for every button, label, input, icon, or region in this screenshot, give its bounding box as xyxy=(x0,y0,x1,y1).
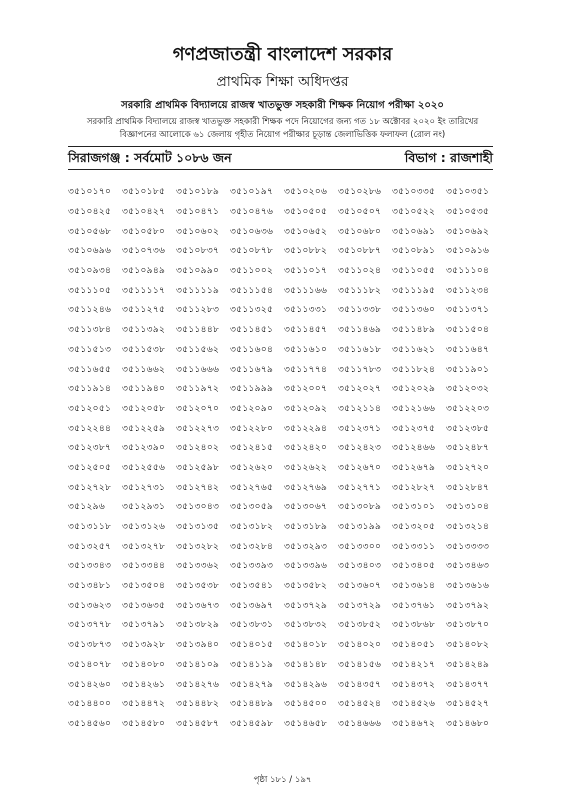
roll-number-grid xyxy=(68,182,500,733)
roll-number: ৩৫১৪২৭৬ xyxy=(176,678,220,690)
roll-number: ৩৫১৩৯২৮ xyxy=(122,639,166,651)
roll-number: ৩৫১৩৩৪৪ xyxy=(122,560,166,572)
division-label: বিভাগ : রাজশাহী xyxy=(404,150,493,165)
roll-number: ৩৫১১৫৩৮ xyxy=(122,343,166,355)
notice-line-2: বিজ্ঞাপনের আলোকে ৬১ জেলায় গৃহীত নিয়োগ পরীক্ষার চূড়ান্ত জেলাভিত্তিক ফলাফল (রোল নং) xyxy=(119,130,446,140)
roll-row xyxy=(68,221,500,241)
roll-number: ৩৫১০১৮৫ xyxy=(122,186,166,198)
roll-row xyxy=(68,477,500,497)
roll-number: ৩৫১৩১৯৯ xyxy=(338,521,382,533)
roll-row xyxy=(68,182,500,202)
roll-number: ৩৫১০৮৯১ xyxy=(392,245,436,257)
roll-number: ৩৫১২০৭০ xyxy=(176,402,220,414)
roll-row xyxy=(68,359,500,379)
roll-number: ৩৫১৩০৫৯ xyxy=(230,501,274,513)
roll-number: ৩৫১১১১৭ xyxy=(122,284,166,296)
roll-number: ৩৫১৩৬১৪ xyxy=(392,580,436,592)
roll-row xyxy=(68,300,500,320)
roll-number: ৩৫১১৯১৪ xyxy=(68,383,112,395)
roll-number: ৩৫১২৩৯০ xyxy=(122,442,166,454)
roll-number: ৩৫১০৭৩৬ xyxy=(122,245,166,257)
roll-number: ৩৫১২৮৪৭ xyxy=(446,481,490,493)
roll-number: ৩৫১০৫২২ xyxy=(392,206,436,218)
roll-number: ৩৫১১৪৫১ xyxy=(230,324,274,336)
roll-number: ৩৫১১৯৯৯ xyxy=(230,383,274,395)
roll-number: ৩৫১৩৮৩২ xyxy=(284,619,328,631)
page-number: পৃষ্ঠা ১৮১ / ১৯৭ xyxy=(253,775,312,785)
roll-number: ৩৫১১৯৭২ xyxy=(176,383,220,395)
roll-number: ৩৫১৪০৮০ xyxy=(122,658,166,670)
roll-number: ৩৫১৪৩৭২ xyxy=(392,678,436,690)
roll-number: ৩৫১১৩৬০ xyxy=(392,304,436,316)
roll-number: ৩৫১৩৭৯২ xyxy=(446,599,490,611)
roll-number: ৩৫১২৪১৫ xyxy=(230,442,274,454)
roll-number: ৩৫১০৫০৭ xyxy=(338,206,382,218)
roll-number: ৩৫১১৫১৩ xyxy=(68,343,112,355)
roll-number: ৩৫১৩৮৭০ xyxy=(446,619,490,631)
roll-number: ৩৫১১৬১৮ xyxy=(338,343,382,355)
roll-number: ৩৫১২০৩২ xyxy=(446,383,490,395)
roll-number: ৩৫১৪০১৮ xyxy=(284,639,328,651)
roll-number: ৩৫১৩৩০০ xyxy=(338,540,382,552)
roll-row xyxy=(68,576,500,596)
roll-number: ৩৫১৩১৮৯ xyxy=(284,521,328,533)
roll-number: ৩৫১৪০৫১ xyxy=(392,639,436,651)
roll-number: ৩৫১৩৪৮১ xyxy=(68,580,112,592)
roll-number: ৩৫১১৩৭১ xyxy=(446,304,490,316)
roll-number: ৩৫১৪২৬১ xyxy=(122,678,166,690)
roll-number: ৩৫১১২৪৬ xyxy=(68,304,112,316)
roll-number: ৩৫১৪১১৯ xyxy=(230,658,274,670)
roll-number: ৩৫১৩৪০৫ xyxy=(392,560,436,572)
roll-number: ৩৫১২৯৬ xyxy=(68,501,106,513)
roll-number: ৩৫১১০১৭ xyxy=(284,265,328,277)
roll-number: ৩৫১৪০১৫ xyxy=(230,639,274,651)
roll-number: ৩৫১৩৬৯৭ xyxy=(230,599,274,611)
roll-number: ৩৫১১৬৬৬ xyxy=(176,363,220,375)
roll-number: ৩৫১২৭৪২ xyxy=(176,481,220,493)
roll-number: ৩৫১৩৩৯৩ xyxy=(230,560,274,572)
roll-number: ৩৫১২০২৭ xyxy=(338,383,382,395)
roll-number: ৩৫১২৫৫৬ xyxy=(122,461,166,473)
roll-number: ৩৫১১১৮২ xyxy=(338,284,382,296)
roll-number: ৩৫১০৯৪৯ xyxy=(122,265,166,277)
roll-number: ৩৫১৪৫২৭ xyxy=(446,698,490,710)
roll-row xyxy=(68,241,500,261)
roll-number: ৩৫১২২৮০ xyxy=(230,422,274,434)
roll-number: ৩৫১০৮৩৭ xyxy=(176,245,220,257)
roll-number: ৩৫১০৮৭৮ xyxy=(230,245,274,257)
roll-number: ৩৫১৪২৬০ xyxy=(68,678,112,690)
roll-number: ৩৫১৪৬৮০ xyxy=(446,717,490,729)
roll-number: ৩৫১৩৭৭৮ xyxy=(68,619,112,631)
roll-row xyxy=(68,517,500,537)
roll-row xyxy=(68,595,500,615)
government-title: গণপ্রজাতন্ত্রী বাংলাদেশ সরকার xyxy=(172,44,393,65)
roll-row xyxy=(68,536,500,556)
roll-number: ৩৫১৩৫৮২ xyxy=(284,580,328,592)
roll-number: ৩৫১৩৩১১ xyxy=(392,540,436,552)
roll-number: ৩৫১০৯৯০ xyxy=(176,265,220,277)
roll-number: ৩৫১২৬৭৯ xyxy=(392,461,436,473)
roll-number: ৩৫১০৯১৬ xyxy=(446,245,490,257)
roll-number: ৩৫১৩২৫৭ xyxy=(68,540,112,552)
roll-number: ৩৫১১২৮৩ xyxy=(176,304,220,316)
roll-number: ৩৫১৪৪৭২ xyxy=(122,698,166,710)
roll-number: ৩৫১৩৭৯১ xyxy=(122,619,166,631)
roll-number: ৩৫১১৯৪০ xyxy=(122,383,166,395)
roll-number: ৩৫১২৫৯৮ xyxy=(176,461,220,473)
roll-number: ৩৫১০৫৮০ xyxy=(122,225,166,237)
roll-number: ৩৫১১৬২১ xyxy=(392,343,436,355)
roll-number: ৩৫১৪৬৫৮ xyxy=(284,717,328,729)
roll-number: ৩৫১৪১৪৮ xyxy=(284,658,328,670)
roll-number: ৩৫১৩২৯৩ xyxy=(284,540,328,552)
roll-number: ৩৫১২২৫৯ xyxy=(122,422,166,434)
roll-number: ৩৫১৩৫৪১ xyxy=(230,580,274,592)
roll-number: ৩৫১২২৯৪ xyxy=(284,422,328,434)
roll-number: ৩৫১০৪৭৬ xyxy=(230,206,274,218)
roll-number: ৩৫১২০০৭ xyxy=(284,383,328,395)
roll-row xyxy=(68,261,500,281)
roll-number: ৩৫১২২৪৪ xyxy=(68,422,112,434)
roll-number: ৩৫১২৭২৮ xyxy=(68,481,112,493)
roll-number: ৩৫১৪২৭৯ xyxy=(230,678,274,690)
roll-row xyxy=(68,379,500,399)
roll-number: ৩৫১৪০৭৮ xyxy=(68,658,112,670)
roll-row xyxy=(68,458,500,478)
roll-number: ৩৫১১৬৭৯ xyxy=(230,363,274,375)
roll-number: ৩৫১২৪২৩ xyxy=(338,442,382,454)
roll-number: ৩৫১৪৪৮৯ xyxy=(230,698,274,710)
roll-number: ৩৫১২১১৪ xyxy=(338,402,382,414)
roll-number: ৩৫১২৫০৫ xyxy=(68,461,112,473)
roll-number: ৩৫১০৫৬৮ xyxy=(68,225,112,237)
roll-number: ৩৫১৪৬৭২ xyxy=(392,717,436,729)
roll-number: ৩৫১২৩৮৭ xyxy=(68,442,112,454)
roll-number: ৩৫১২৭২০ xyxy=(446,461,490,473)
roll-number: ৩৫১১০০২ xyxy=(230,265,274,277)
roll-number: ৩৫১৩৩৪৩ xyxy=(68,560,112,572)
roll-number: ৩৫১৪৪০০ xyxy=(68,698,112,710)
roll-number: ৩৫১৪৫৮৭ xyxy=(176,717,220,729)
roll-row xyxy=(68,438,500,458)
notice-line-1: সরকারি প্রাথমিক বিদ্যালয়ে রাজস্ব খাতভুক্ত সহকারী শিক্ষক পদে নিয়োগের জন্য গত ১৮ অক্টোবর ২০২০ ইং তারিখের xyxy=(86,117,479,127)
roll-number: ৩৫১২৯৩১ xyxy=(122,501,166,513)
roll-number: ৩৫১৩৬১৬ xyxy=(446,580,490,592)
roll-number: ৩৫১১২৭৫ xyxy=(122,304,166,316)
roll-number: ৩৫১২০৯০ xyxy=(230,402,274,414)
roll-number: ৩৫১২৭৭১ xyxy=(338,481,382,493)
roll-number: ৩৫১৩১০১ xyxy=(392,501,436,513)
roll-row xyxy=(68,714,500,734)
roll-number: ৩৫১৩৭২৯ xyxy=(284,599,328,611)
roll-number: ৩৫১০৬৫২ xyxy=(284,225,328,237)
roll-number: ৩৫১০৬৯১ xyxy=(392,225,436,237)
roll-number: ৩৫১২০৯২ xyxy=(284,402,328,414)
roll-number: ৩৫১০৩৫১ xyxy=(446,186,490,198)
roll-number: ৩৫১১৩৮৪ xyxy=(68,324,112,336)
roll-number: ৩৫১১৬১০ xyxy=(284,343,328,355)
roll-number: ৩৫১২৪২০ xyxy=(284,442,328,454)
roll-number: ৩৫১২৬২২ xyxy=(284,461,328,473)
roll-number: ৩৫১৪১৫৬ xyxy=(338,658,382,670)
roll-number: ৩৫১১৩৯২ xyxy=(122,324,166,336)
roll-number: ৩৫১৩১৮২ xyxy=(230,521,274,533)
roll-row xyxy=(68,655,500,675)
roll-number: ৩৫১৩১০৪ xyxy=(446,501,490,513)
roll-number: ৩৫১২৪৮৭ xyxy=(446,442,490,454)
roll-number: ৩৫১১৩২৫ xyxy=(230,304,274,316)
roll-number: ৩৫১১৩৩১ xyxy=(284,304,328,316)
roll-number: ৩৫১৩৮৫২ xyxy=(338,619,382,631)
roll-row xyxy=(68,280,500,300)
roll-number: ৩৫১১১১৯ xyxy=(176,284,220,296)
roll-number: ৩৫১৩৫০৪ xyxy=(122,580,166,592)
roll-number: ৩৫১৩৬৭৩ xyxy=(176,599,220,611)
roll-number: ৩৫১৩০৮৯ xyxy=(338,501,382,513)
roll-number: ৩৫১০৬৯৬ xyxy=(68,245,112,257)
roll-row xyxy=(68,320,500,340)
roll-number: ৩৫১১০২৪ xyxy=(338,265,382,277)
roll-number: ৩৫১১৪৮৯ xyxy=(392,324,436,336)
roll-number: ৩৫১১০৫৫ xyxy=(392,265,436,277)
roll-number: ৩৫১০৫০৫ xyxy=(284,206,328,218)
roll-number: ৩৫১১৭৭৪ xyxy=(284,363,328,375)
roll-number: ৩৫১০৬৮০ xyxy=(338,225,382,237)
roll-number: ৩৫১৩১২৬ xyxy=(122,521,166,533)
roll-number: ৩৫১৩৬৩৫ xyxy=(122,599,166,611)
roll-row xyxy=(68,340,500,360)
roll-number: ৩৫১১৪৫৭ xyxy=(284,324,328,336)
roll-number: ৩৫১১১৯৫ xyxy=(392,284,436,296)
roll-number: ৩৫১২৩৭১ xyxy=(338,422,382,434)
roll-number: ৩৫১৪২৯৬ xyxy=(284,678,328,690)
roll-number: ৩৫১২৬২০ xyxy=(230,461,274,473)
roll-row xyxy=(68,635,500,655)
roll-number: ৩৫১৪৫০০ xyxy=(284,698,328,710)
roll-number: ৩৫১১১৬৬ xyxy=(284,284,328,296)
roll-number: ৩৫১৪৫২৪ xyxy=(338,698,382,710)
roll-number: ৩৫১৪১০৯ xyxy=(176,658,220,670)
roll-number: ৩৫১৩৮৭৩ xyxy=(68,639,112,651)
roll-number: ৩৫১৪৬৬৬ xyxy=(338,717,382,729)
roll-number: ৩৫১২৮২৭ xyxy=(392,481,436,493)
roll-number: ৩৫১২০৫১ xyxy=(68,402,112,414)
roll-number: ৩৫১৩৫৩৮ xyxy=(176,580,220,592)
roll-number: ৩৫১৩৪৬৩ xyxy=(446,560,490,572)
roll-number: ৩৫১০৮৮২ xyxy=(284,245,328,257)
roll-number: ৩৫১৪২৪৯ xyxy=(446,658,490,670)
result-notice xyxy=(30,116,535,142)
district-total: সিরাজগঞ্জ : সর্বমোট ১০৮৬ জন xyxy=(68,150,232,165)
roll-number: ৩৫১৩৮২৯ xyxy=(176,619,220,631)
roll-number: ৩৫১৩৮৬৮ xyxy=(392,619,436,631)
roll-number: ৩৫১৪৪৮২ xyxy=(176,698,220,710)
roll-number: ৩৫১০২৮৬ xyxy=(338,186,382,198)
roll-number: ৩৫১২৬৭০ xyxy=(338,461,382,473)
roll-number: ৩৫১০১৮৯ xyxy=(176,186,220,198)
roll-number: ৩৫১০৪২৫ xyxy=(68,206,112,218)
roll-number: ৩৫১০৫৩৫ xyxy=(446,206,490,218)
roll-number: ৩৫১০১৭০ xyxy=(68,186,112,198)
roll-number: ৩৫১৪২১৭ xyxy=(392,658,436,670)
roll-number: ৩৫১৩৯৪০ xyxy=(176,639,220,651)
roll-number: ৩৫১১৭৮৩ xyxy=(338,363,382,375)
roll-row xyxy=(68,497,500,517)
roll-number: ৩৫১২২০৩ xyxy=(446,402,490,414)
roll-number: ৩৫১০১৯৭ xyxy=(230,186,274,198)
roll-number: ৩৫১৩২৮২ xyxy=(176,540,220,552)
roll-number: ৩৫১১৪৬৯ xyxy=(338,324,382,336)
roll-number: ৩৫১২০২৯ xyxy=(392,383,436,395)
roll-row xyxy=(68,694,500,714)
roll-number: ৩৫১০৪২৭ xyxy=(122,206,166,218)
roll-number: ৩৫১৩৮৩১ xyxy=(230,619,274,631)
roll-number: ৩৫১৪৫৮০ xyxy=(122,717,166,729)
roll-number: ৩৫১১৬০৪ xyxy=(230,343,274,355)
roll-number: ৩৫১৩৭৬১ xyxy=(392,599,436,611)
district-summary-bar xyxy=(68,146,493,170)
roll-number: ৩৫১১৩৩৮ xyxy=(338,304,382,316)
roll-number: ৩৫১৩৬২৩ xyxy=(68,599,112,611)
roll-number: ৩৫১৪৩৭৭ xyxy=(446,678,490,690)
roll-number: ৩৫১৩১৩৫ xyxy=(176,521,220,533)
roll-number: ৩৫১২৭৬৯ xyxy=(284,481,328,493)
roll-number: ৩৫১৩৪০৩ xyxy=(338,560,382,572)
roll-number: ৩৫১১১৫৪ xyxy=(230,284,274,296)
roll-number: ৩৫১৪৫৯৮ xyxy=(230,717,274,729)
roll-number: ৩৫১০৩৩৫ xyxy=(392,186,436,198)
roll-number: ৩৫১৩২১৪ xyxy=(446,521,490,533)
roll-number: ৩৫১৩৩৯৬ xyxy=(284,560,328,572)
roll-number: ৩৫১২৭৬৫ xyxy=(230,481,274,493)
roll-number: ৩৫১৩২৮৪ xyxy=(230,540,274,552)
roll-number: ৩৫১২১৬৬ xyxy=(392,402,436,414)
roll-number: ৩৫১৩২০৫ xyxy=(392,521,436,533)
roll-number: ৩৫১২৭৩১ xyxy=(122,481,166,493)
roll-row xyxy=(68,202,500,222)
roll-number: ৩৫১০২০৬ xyxy=(284,186,328,198)
roll-number: ৩৫১৩৬০৭ xyxy=(338,580,382,592)
roll-number: ৩৫১৩০৪৩ xyxy=(176,501,220,513)
roll-number: ৩৫১১৫০৪ xyxy=(446,324,490,336)
roll-number: ৩৫১২৪৬৬ xyxy=(392,442,436,454)
roll-number: ৩৫১৪০২০ xyxy=(338,639,382,651)
roll-number: ৩৫১২০৫৮ xyxy=(122,402,166,414)
roll-row xyxy=(68,399,500,419)
roll-number: ৩৫১০৯৩৪ xyxy=(68,265,112,277)
directorate-title: প্রাথমিক শিক্ষা অধিদপ্তর xyxy=(216,74,349,90)
roll-number: ৩৫১১৮২৪ xyxy=(392,363,436,375)
roll-number: ৩৫১০৮৮৭ xyxy=(338,245,382,257)
roll-number: ৩৫১১৫৬২ xyxy=(176,343,220,355)
roll-number: ৩৫১২৩৭৫ xyxy=(392,422,436,434)
roll-number: ৩৫১১৬৫৫ xyxy=(68,363,112,375)
roll-number: ৩৫১৩৩৩৩ xyxy=(446,540,490,552)
roll-number: ৩৫১১৪৪৮ xyxy=(176,324,220,336)
roll-row xyxy=(68,615,500,635)
roll-number: ৩৫১১৯০১ xyxy=(446,363,490,375)
roll-number: ৩৫১০৪৭১ xyxy=(176,206,220,218)
roll-number: ৩৫১৪০৮২ xyxy=(446,639,490,651)
roll-number: ৩৫১৩১১৮ xyxy=(68,521,112,533)
roll-number: ৩৫১৩০৬৭ xyxy=(284,501,328,513)
roll-number: ৩৫১২৪০২ xyxy=(176,442,220,454)
exam-title: সরকারি প্রাথমিক বিদ্যালয়ে রাজস্ব খাতভুক্ত সহকারী শিক্ষক নিয়োগ পরীক্ষা ২০২০ xyxy=(121,100,444,111)
roll-number: ৩৫১৪৩৫৭ xyxy=(338,678,382,690)
roll-number: ৩৫১১৬৪৭ xyxy=(446,343,490,355)
roll-row xyxy=(68,418,500,438)
roll-number: ৩৫১১১০৪ xyxy=(446,265,490,277)
roll-number: ৩৫১৪৫২৬ xyxy=(392,698,436,710)
roll-number: ৩৫১২২৭৩ xyxy=(176,422,220,434)
roll-number: ৩৫১১২৩৪ xyxy=(446,284,490,296)
roll-number: ৩৫১৪৫৬০ xyxy=(68,717,112,729)
roll-row xyxy=(68,674,500,694)
roll-number: ৩৫১৩৭২৯ xyxy=(338,599,382,611)
roll-number: ৩৫১০৬০২ xyxy=(176,225,220,237)
roll-number: ৩৫১০৬৩৬ xyxy=(230,225,274,237)
roll-number: ৩৫১৩৩৬২ xyxy=(176,560,220,572)
roll-number: ৩৫১২৩৮৫ xyxy=(446,422,490,434)
roll-number: ৩৫১৩২৭৮ xyxy=(122,540,166,552)
roll-number: ৩৫১০৬৯২ xyxy=(446,225,490,237)
roll-number: ৩৫১১১০৫ xyxy=(68,284,112,296)
roll-number: ৩৫১১৬৬২ xyxy=(122,363,166,375)
roll-row xyxy=(68,556,500,576)
